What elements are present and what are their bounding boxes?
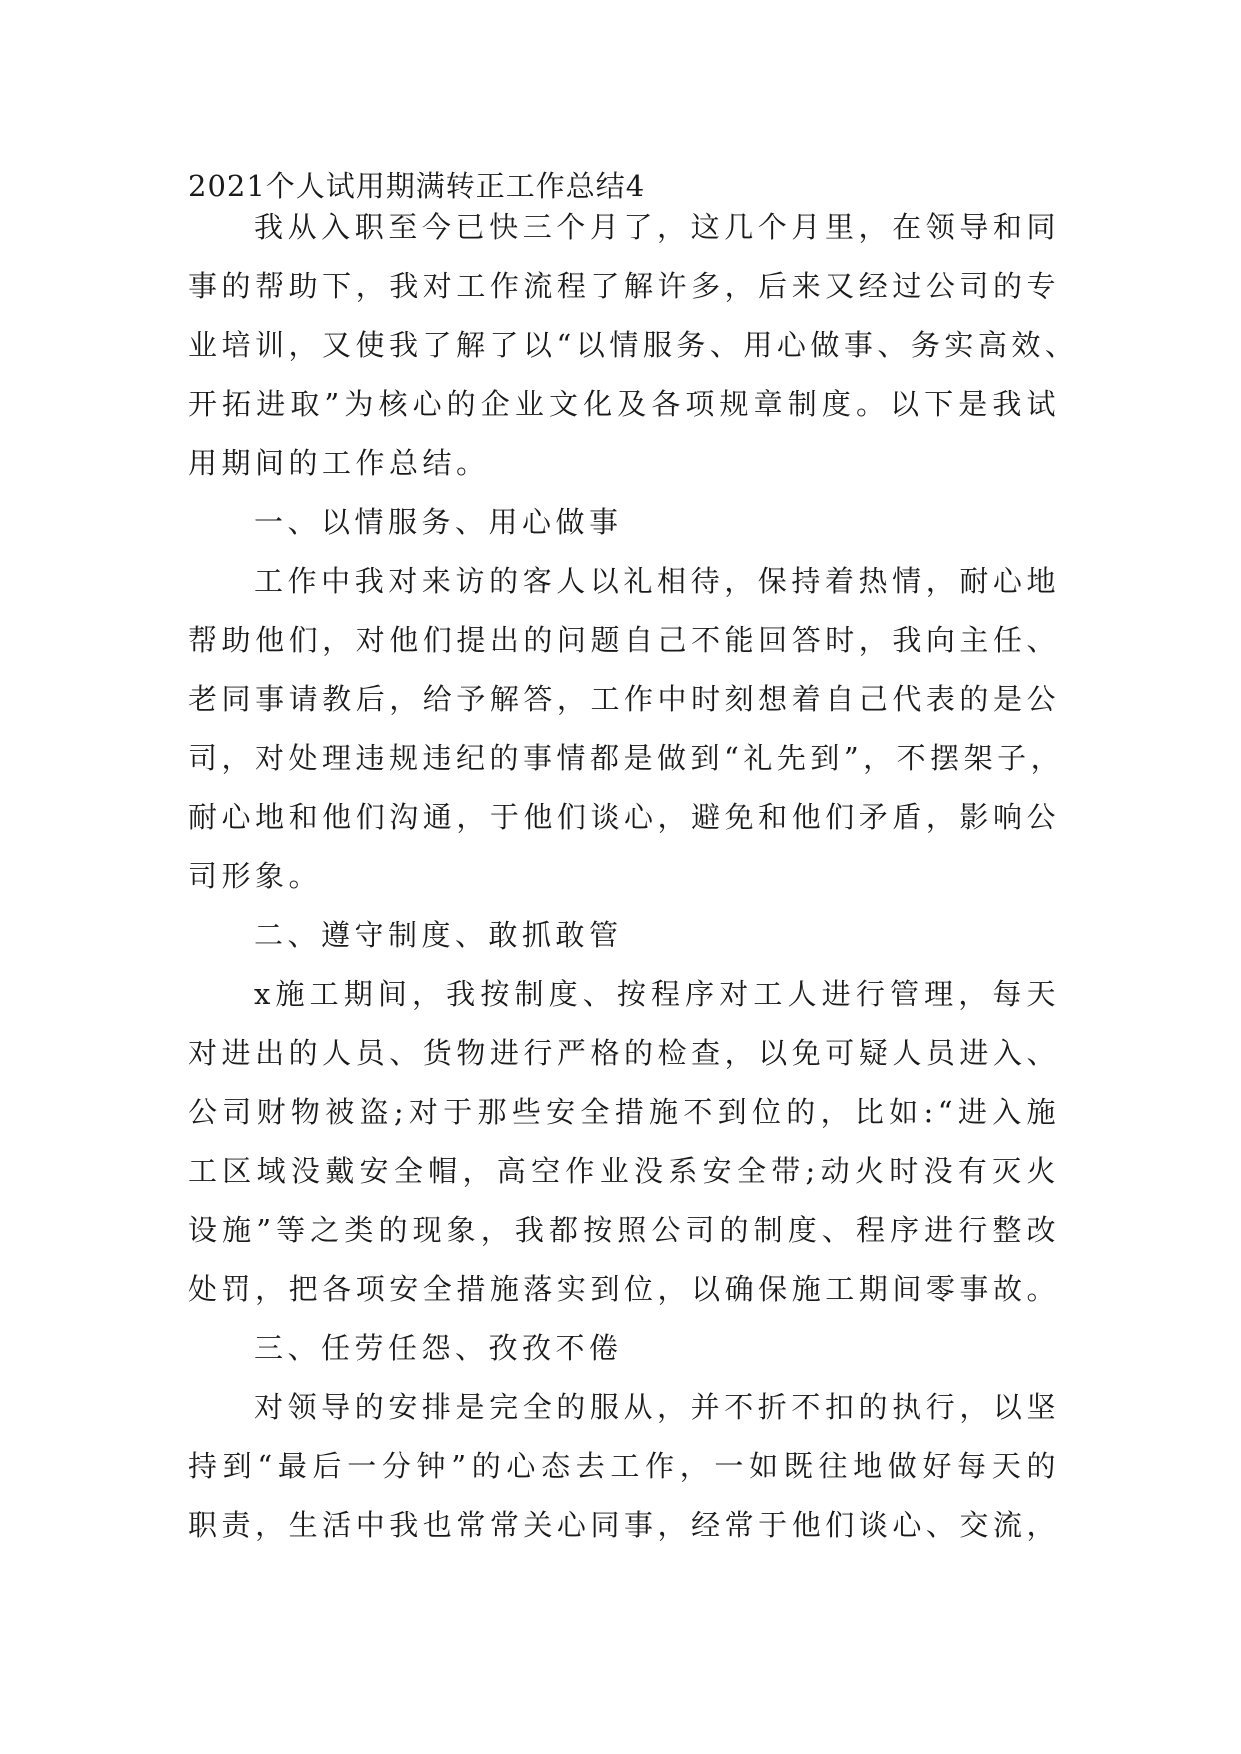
section-heading-1: 一、以情服务、用心做事 (254, 505, 623, 539)
section-heading-3: 三、任劳任怨、孜孜不倦 (254, 1331, 623, 1365)
text-line: 事的帮助下，我对工作流程了解许多，后来又经过公司的专 (188, 269, 1060, 303)
text-line: 对领导的安排是完全的服从，并不折不扣的执行，以坚 (254, 1390, 1060, 1424)
text-line: 司形象。 (188, 859, 323, 893)
text-line: 工区域没戴安全帽，高空作业没系安全带;动火时没有灭火 (188, 1154, 1060, 1188)
paragraph-rules (188, 965, 1060, 1319)
text-line: 公司财物被盗;对于那些安全措施不到位的，比如:“进入施 (188, 1095, 1060, 1129)
text-line: 我从入职至今已快三个月了，这几个月里，在领导和同 (254, 210, 1060, 244)
document-title: 2021个人试用期满转正工作总结4 (188, 169, 646, 203)
text-line: 老同事请教后，给予解答，工作中时刻想着自己代表的是公 (188, 682, 1060, 716)
text-line: x施工期间，我按制度、按程序对工人进行管理，每天 (254, 977, 1060, 1011)
paragraph-intro (188, 198, 1079, 493)
text-line: 开拓进取”为核心的企业文化及各项规章制度。以下是我试 (188, 387, 1060, 421)
paragraph-service (188, 552, 1065, 906)
text-line: 用期间的工作总结。 (188, 446, 490, 480)
text-line: 处罚，把各项安全措施落实到位，以确保施工期间零事故。 (188, 1272, 1060, 1306)
text-line: 帮助他们，对他们提出的问题自己不能回答时，我向主任、 (188, 623, 1060, 657)
text-line: 司，对处理违规违纪的事情都是做到“礼先到”，不摆架子， (188, 741, 1065, 775)
text-line: 设施”等之类的现象，我都按照公司的制度、程序进行整改 (188, 1213, 1060, 1247)
text-line: 对进出的人员、货物进行严格的检查，以免可疑人员进入、 (188, 1036, 1060, 1070)
text-line: 工作中我对来访的客人以礼相待，保持着热情，耐心地 (254, 564, 1060, 598)
text-line: 业培训，又使我了解了以“以情服务、用心做事、务实高效、 (188, 328, 1079, 362)
text-line: 职责，生活中我也常常关心同事，经常于他们谈心、交流， (188, 1508, 1060, 1542)
text-line: 持到“最后一分钟”的心态去工作，一如既往地做好每天的 (188, 1449, 1060, 1483)
section-heading-2: 二、遵守制度、敢抓敢管 (254, 918, 623, 952)
text-line: 耐心地和他们沟通，于他们谈心，避免和他们矛盾，影响公 (188, 800, 1060, 834)
paragraph-diligence (188, 1378, 1060, 1555)
